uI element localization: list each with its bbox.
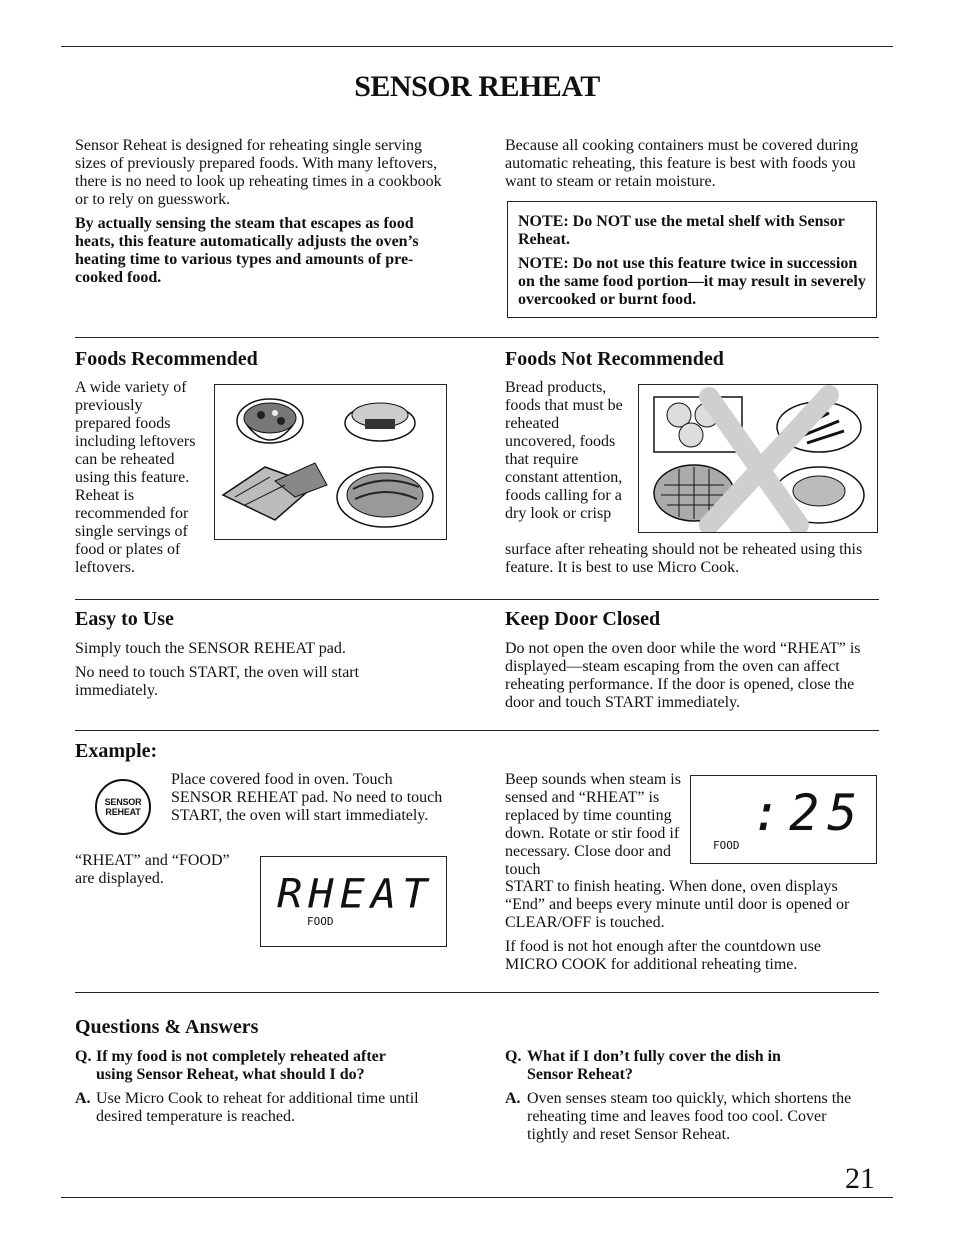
foods-recommended-heading: Foods Recommended: [75, 348, 258, 370]
a2-text: Oven senses steam too quickly, which shortens the reheating time and leaves food too cool. Cover tightly and reset Sensor Reheat.: [527, 1090, 852, 1143]
top-rule: [61, 46, 893, 47]
a1-prefix: A.: [75, 1090, 91, 1107]
pad-label-line1: SENSOR: [104, 797, 142, 807]
easy-to-use-p2: No need to touch START, the oven will start immediately.: [75, 664, 360, 699]
foods-recommended-text: A wide variety of previously prepared foods including leftovers can be reheated using this feature. Reheat is recommended for single servings of food or plates of leftovers.: [75, 379, 196, 576]
example-step1: Place covered food in oven. Touch SENSOR REHEAT pad. No need to touch START, the oven will start immediately.: [171, 771, 443, 824]
not-recommended-foods-illustration: [639, 385, 877, 532]
section-rule-3: [75, 730, 879, 731]
sensor-reheat-pad[interactable]: [95, 779, 151, 835]
note-twice: NOTE: Do not use this feature twice in succession on the same food portion—it may result in severely overcooked or burnt food.: [518, 255, 866, 308]
intro-left-bold-paragraph: By actually sensing the steam that escapes as food heats, this feature automatically adjusts the oven’s heating time to various types and amounts of pre-cooked food.: [75, 215, 419, 286]
easy-to-use-p1: Simply touch the SENSOR REHEAT pad.: [75, 640, 346, 657]
q1-prefix: Q.: [75, 1048, 92, 1065]
foods-recommended-illustration: [214, 384, 447, 540]
keep-door-closed-heading: Keep Door Closed: [505, 608, 661, 630]
a1-text: Use Micro Cook to reheat for additional time until desired temperature is reached.: [96, 1090, 419, 1125]
example-heading: Example:: [75, 740, 158, 762]
display-countdown: [690, 775, 877, 864]
food-dishes-illustration: [215, 385, 446, 539]
note-box: [507, 201, 877, 318]
foods-not-recommended-text-narrow: Bread products, foods that must be reheated uncovered, foods that require constant attention, foods calling for a dry look or crisp: [505, 379, 623, 522]
section-rule-4: [75, 992, 879, 993]
keep-door-closed-text: Do not open the oven door while the word “RHEAT” is displayed—steam escaping from the oven can affect reheating performance. If the door is opened, close the door and touch START immediately.: [505, 640, 861, 711]
qa-heading: Questions & Answers: [75, 1016, 259, 1038]
foods-not-recommended-illustration: [638, 384, 878, 533]
display-rheat-sub: FOOD: [307, 915, 334, 928]
example-step3-narrow: Beep sounds when steam is sensed and “RHEAT” is replaced by time counting down. Rotate or stir food if necessary. Close door and touch: [505, 771, 681, 878]
easy-to-use-heading: Easy to Use: [75, 608, 174, 630]
display-countdown-main: :25: [751, 784, 866, 842]
page-number: 21: [845, 1162, 875, 1195]
example-step4: If food is not hot enough after the countdown use MICRO COOK for additional reheating time.: [505, 938, 821, 973]
q1-text: If my food is not completely reheated after using Sensor Reheat, what should I do?: [96, 1048, 386, 1083]
bottom-rule: [61, 1197, 893, 1198]
display-rheat-main: RHEAT: [277, 870, 434, 917]
intro-right-paragraph: Because all cooking containers must be covered during automatic reheating, this feature is best with foods you want to steam or retain moisture.: [505, 137, 859, 190]
foods-not-recommended-heading: Foods Not Recommended: [505, 348, 724, 370]
example-step3-wide: START to finish heating. When done, oven displays “End” and beeps every minute until door is opened or CLEAR/OFF is touched.: [505, 878, 850, 931]
foods-not-recommended-text-wide: surface after reheating should not be reheated using this feature. It is best to use Micro Cook.: [505, 541, 863, 576]
section-rule-2: [75, 599, 879, 600]
display-countdown-sub: FOOD: [713, 839, 740, 852]
intro-left-paragraph: Sensor Reheat is designed for reheating single serving sizes of previously prepared foods. With many leftovers, there is no need to look up reheating times in a cookbook or to rely on guesswork.: [75, 137, 442, 208]
display-rheat: [260, 856, 447, 947]
example-step2: “RHEAT” and “FOOD” are displayed.: [75, 852, 230, 887]
page-title: SENSOR REHEAT: [354, 70, 600, 103]
note-metal-shelf: NOTE: Do NOT use the metal shelf with Sensor Reheat.: [518, 213, 845, 248]
a2-prefix: A.: [505, 1090, 521, 1107]
q2-text: What if I don’t fully cover the dish in Sensor Reheat?: [527, 1048, 781, 1083]
pad-label-line2: REHEAT: [105, 807, 141, 817]
section-rule-1: [75, 337, 879, 338]
q2-prefix: Q.: [505, 1048, 522, 1065]
